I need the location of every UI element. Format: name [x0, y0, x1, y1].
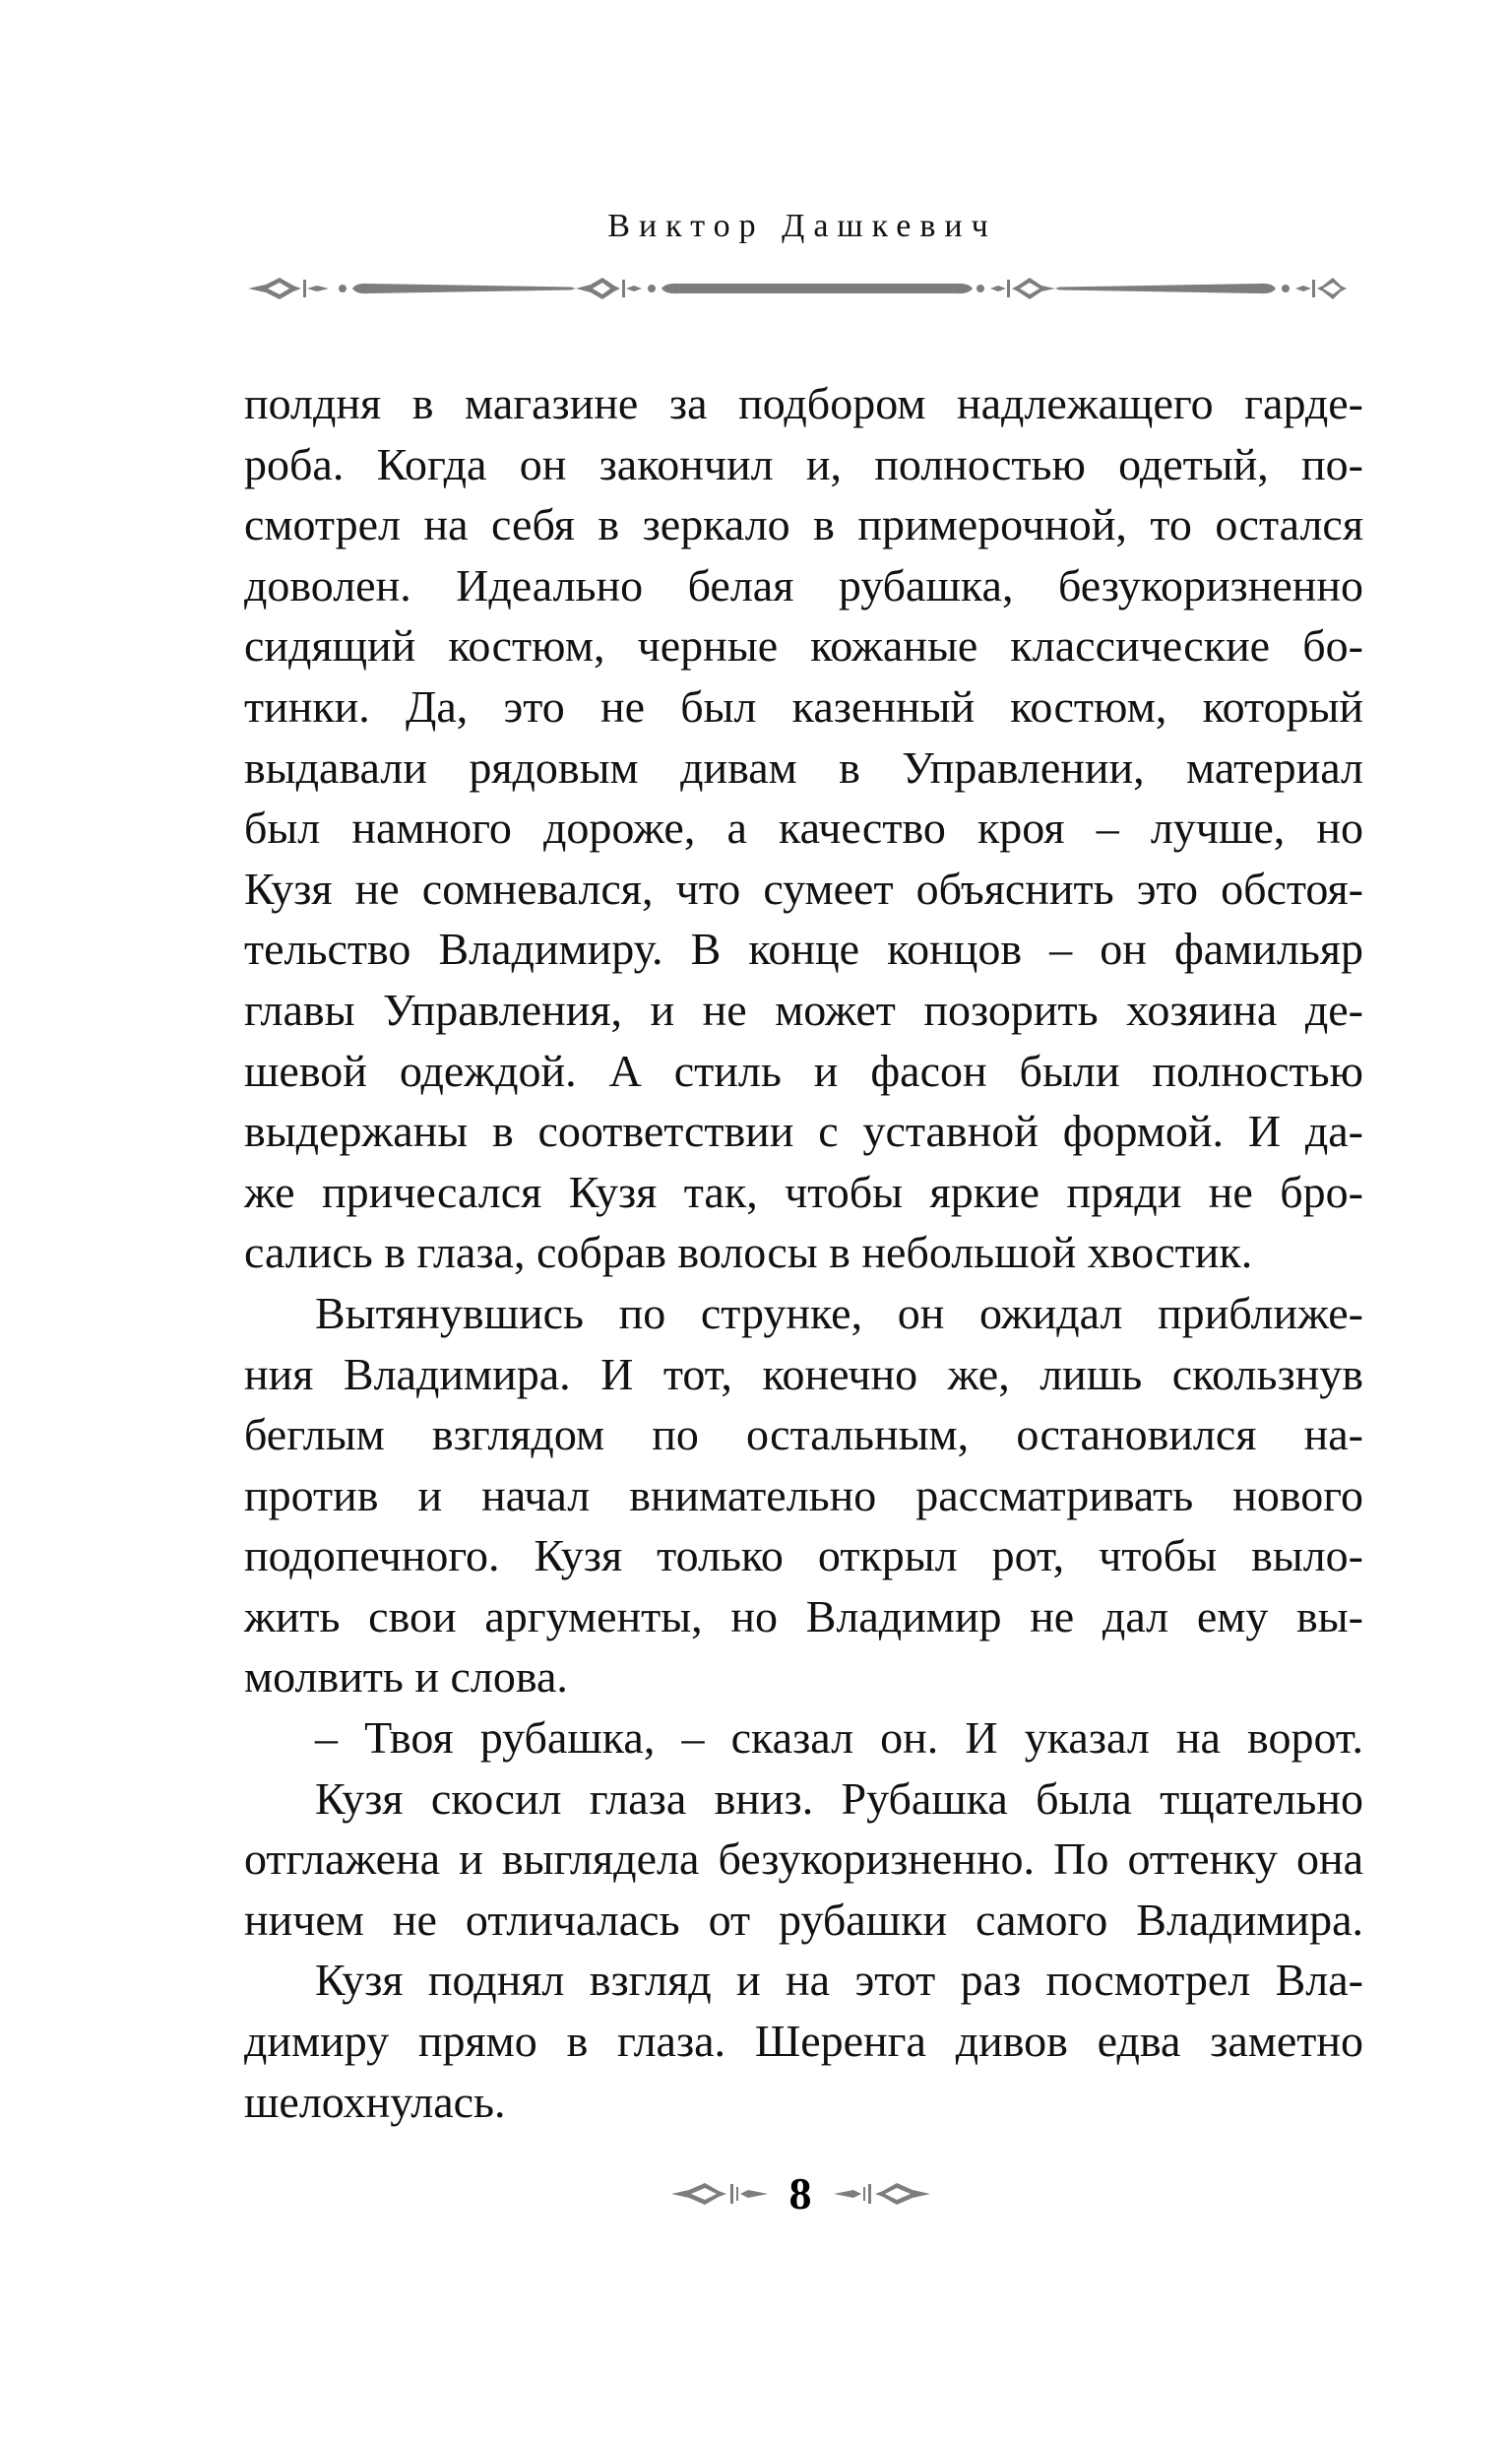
- text-line: тельство Владимиру. В конце концов – он фамильяр: [244, 924, 1363, 975]
- text-line: выдержаны в соответствии с уставной формой. И да-: [244, 1106, 1363, 1157]
- text-line: был намного дороже, а качество кроя – лучше, но: [244, 803, 1363, 854]
- text-line: ния Владимира. И тот, конечно же, лишь скользнув: [244, 1348, 1363, 1399]
- folio-ornament-left-icon: [671, 2179, 768, 2209]
- text-line: подопечного. Кузя только открыл рот, чтобы выло-: [244, 1530, 1363, 1581]
- header-ornament-divider-icon: [246, 274, 1349, 303]
- text-line: шелохнулась.: [244, 2076, 506, 2127]
- text-line: сидящий костюм, черные кожаные классические бо-: [244, 620, 1363, 672]
- text-line: Кузя не сомневался, что сумеет объяснить это обстоя-: [244, 863, 1363, 914]
- page-footer: [658, 2166, 943, 2221]
- text-line: смотрел на себя в зеркало в примерочной, то остался: [244, 499, 1363, 550]
- folio-ornament-right-icon: [834, 2179, 930, 2209]
- text-line: жить свои аргументы, но Владимир не дал ему вы-: [244, 1590, 1363, 1641]
- body-text: [244, 373, 1363, 2132]
- text-line: против и начал внимательно рассматривать нового: [244, 1469, 1363, 1520]
- text-line: полдня в магазине за подбором надлежащего гарде-: [244, 378, 1363, 428]
- text-line: главы Управления, и не может позорить хозяина де-: [244, 984, 1363, 1035]
- text-line: тинки. Да, это не был казенный костюм, который: [244, 680, 1363, 732]
- running-head-author: Виктор Дашкевич: [607, 208, 997, 244]
- page-number: 8: [788, 2168, 812, 2218]
- text-line: выдавали рядовым дивам в Управлении, материал: [244, 741, 1363, 793]
- text-line: шевой одеждой. А стиль и фасон были полностью: [244, 1045, 1363, 1096]
- text-line: – Твоя рубашка, – сказал он. И указал на ворот.: [315, 1712, 1363, 1764]
- text-line: молвить и слова.: [244, 1651, 568, 1703]
- text-line: димиру прямо в глаза. Шеренга дивов едва заметно: [244, 2016, 1363, 2067]
- text-line: Вытянувшись по струнке, он ожидал приближе-: [315, 1287, 1363, 1338]
- text-line: доволен. Идеально белая рубашка, безукоризненно: [244, 559, 1363, 611]
- text-line: сались в глаза, собрав волосы в небольшой хвостик.: [244, 1227, 1253, 1278]
- text-line: беглым взглядом по остальным, остановился на-: [244, 1409, 1363, 1460]
- text-line: Кузя поднял взгляд и на этот раз посмотрел Вла-: [315, 1955, 1363, 2006]
- text-line: же причесался Кузя так, чтобы яркие пряди не бро-: [244, 1166, 1363, 1217]
- text-line: отглажена и выглядела безукоризненно. По оттенку она: [244, 1833, 1363, 1885]
- text-line: роба. Когда он закончил и, полностью одетый, по-: [244, 438, 1363, 489]
- text-line: ничем не отличалась от рубашки самого Владимира.: [244, 1894, 1363, 1945]
- text-line: Кузя скосил глаза вниз. Рубашка была тщательно: [315, 1772, 1363, 1824]
